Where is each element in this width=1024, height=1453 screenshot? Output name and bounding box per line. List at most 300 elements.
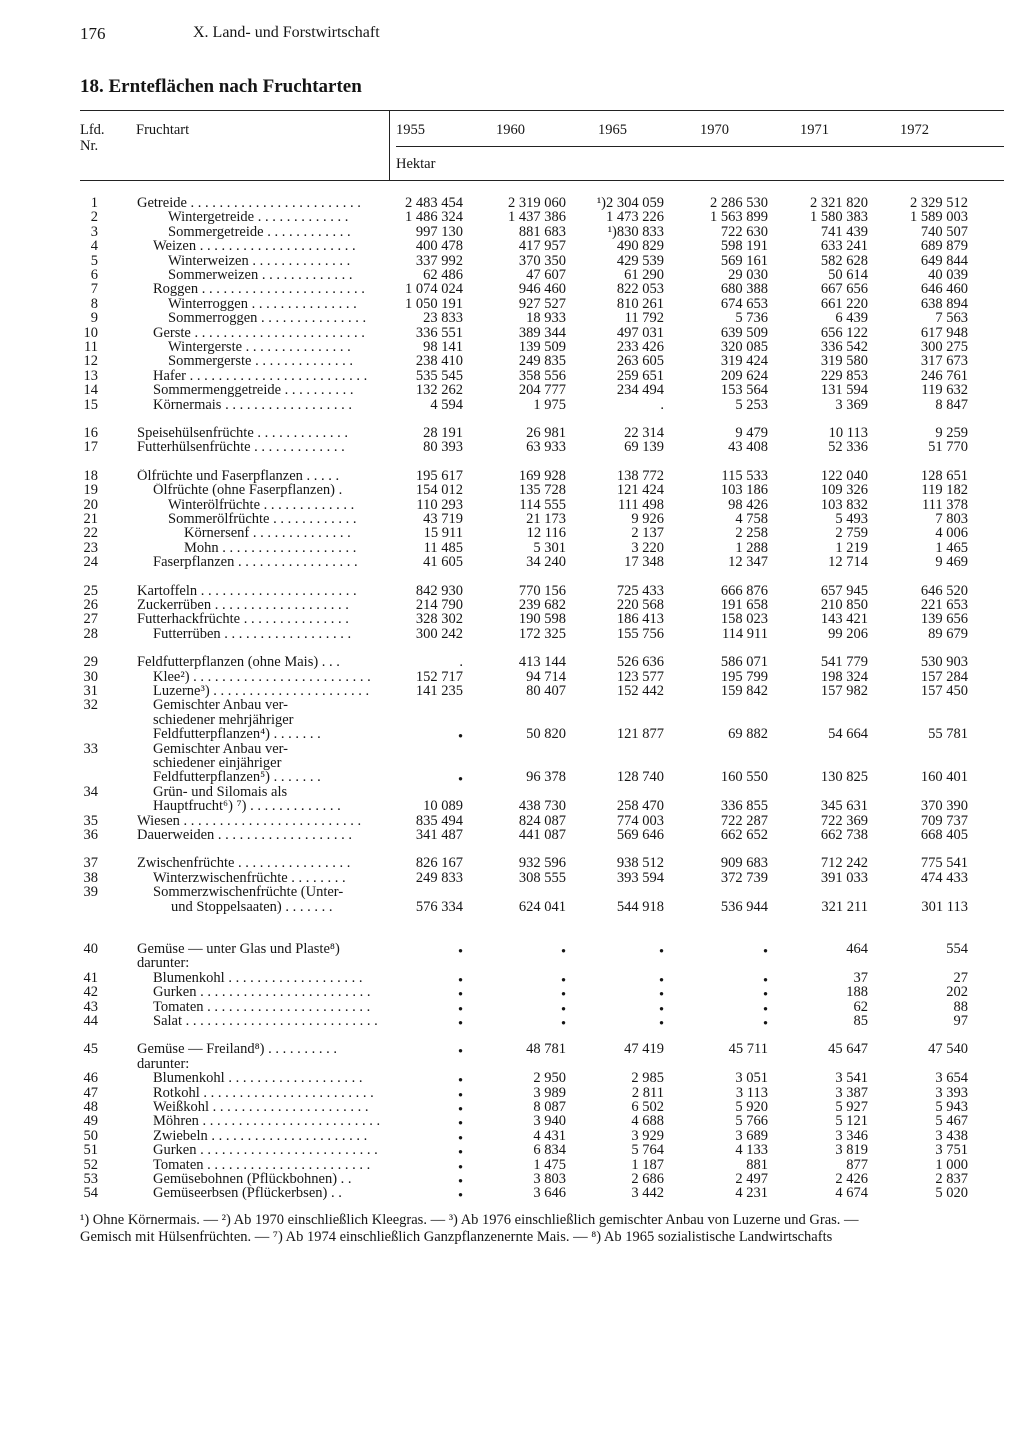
crop-label: Ölfrüchte und Faserpflanzen . . . . .: [137, 468, 340, 484]
value-cell-1955: 141 235: [415, 683, 463, 699]
row-number: 21: [83, 511, 98, 527]
value-cell-1955: 154 012: [415, 482, 463, 499]
value-cell-1972: 5 467: [935, 1113, 968, 1130]
value-cell-1965: 220 568: [616, 597, 664, 613]
table-row: [0, 1057, 1024, 1072]
value-cell-1960: 624 041: [518, 898, 566, 915]
value-cell-1972: 8 847: [935, 396, 968, 413]
value-cell-1972: 554: [946, 941, 968, 957]
crop-label: Grün- und Silomais als: [153, 784, 288, 800]
value-cell-1960: 47 607: [526, 267, 566, 283]
nr-column-header: Lfd.: [80, 122, 105, 138]
crop-label: Sommerölfrüchte . . . . . . . . . . . .: [168, 512, 357, 527]
value-cell-1965: 3 929: [631, 1127, 664, 1144]
value-cell-1970: 569 161: [720, 252, 768, 269]
row-number: 19: [83, 482, 98, 499]
value-cell-1955: ●: [458, 1190, 463, 1200]
row-number: 35: [83, 812, 98, 829]
crop-label: Zwischenfrüchte . . . . . . . . . . . . . . . .: [137, 856, 351, 872]
table-row: [0, 526, 1024, 541]
value-cell-1955: 1 486 324: [405, 209, 463, 226]
value-cell-1955: 28 191: [423, 425, 463, 441]
value-cell-1970: 191 658: [720, 597, 768, 613]
value-cell-1960: 96 378: [526, 769, 566, 786]
value-cell-1971: 45 647: [828, 1041, 868, 1058]
table-row: [0, 1158, 1024, 1173]
row-number: 44: [83, 1013, 98, 1029]
value-cell-1971: 741 439: [820, 223, 868, 240]
value-cell-1972: 646 460: [920, 281, 968, 298]
value-cell-1960: 249 835: [518, 353, 566, 370]
value-cell-1955: 4 594: [430, 396, 463, 413]
value-cell-1970: 4 231: [735, 1185, 768, 1202]
value-cell-1960: 239 682: [518, 597, 566, 613]
crop-label: Gemüseerbsen (Pflückerbsen) . .: [153, 1186, 342, 1202]
value-cell-1955: 328 302: [415, 611, 463, 628]
value-cell-1955: 62 486: [423, 267, 463, 283]
value-cell-1955: 1 050 191: [405, 295, 463, 312]
value-cell-1972: 202: [946, 984, 968, 1001]
value-cell-1965: 123 577: [616, 668, 664, 685]
value-cell-1960: 139 509: [518, 339, 566, 355]
value-cell-1960: 2 319 060: [508, 195, 566, 211]
value-cell-1960: 308 555: [518, 869, 566, 886]
value-cell-1955: 2 483 454: [405, 195, 463, 211]
fruchtart-column-header: Fruchtart: [136, 122, 190, 138]
value-cell-1972: 740 507: [920, 223, 968, 240]
crop-label: Winterweizen . . . . . . . . . . . . . .: [168, 253, 351, 269]
value-cell-1965: ●: [659, 946, 664, 955]
value-cell-1971: 1 580 383: [810, 209, 868, 226]
value-cell-1965: 774 003: [616, 812, 664, 829]
value-cell-1965: 258 470: [616, 798, 664, 815]
value-cell-1971: 633 241: [820, 238, 868, 255]
value-cell-1965: 6 502: [631, 1099, 664, 1115]
value-cell-1970: 5 736: [735, 310, 768, 327]
value-cell-1955: ●: [458, 1147, 463, 1157]
crop-label: Sommergetreide . . . . . . . . . . . .: [168, 224, 351, 240]
value-cell-1971: 2 759: [835, 525, 868, 542]
row-number: 28: [83, 625, 98, 642]
footnote-line: Gemisch mit Hülsenfrüchten. — ⁷) Ab 1974 einschließlich Ganzpflanzenernte Mais. — ⁸) Ab 1965 sozialistische Landwirtschafts: [80, 1229, 833, 1245]
row-number: 53: [83, 1171, 98, 1187]
value-cell-1972: 668 405: [920, 827, 968, 843]
table-row: [0, 483, 1024, 498]
value-cell-1971: 52 336: [828, 439, 868, 456]
table-row: [0, 1071, 1024, 1086]
value-cell-1955: ●: [458, 1089, 463, 1099]
value-cell-1970: 666 876: [720, 582, 768, 599]
row-number: 12: [83, 353, 98, 370]
value-cell-1965: ●: [659, 1003, 664, 1013]
value-cell-1955: 110 293: [416, 496, 463, 513]
table-row: [0, 1086, 1024, 1101]
value-cell-1970: 115 533: [721, 467, 768, 484]
crop-label: Feldfutterpflanzen⁴) . . . . . . .: [153, 727, 321, 743]
value-cell-1970: 598 191: [720, 238, 768, 255]
value-cell-1955: ●: [458, 731, 463, 741]
value-cell-1972: 689 879: [920, 238, 968, 255]
row-number: 46: [83, 1070, 98, 1087]
crop-label: Tomaten . . . . . . . . . . . . . . . . . . . . . . .: [153, 1157, 371, 1173]
table-row: [0, 1129, 1024, 1144]
value-cell-1965: 263 605: [616, 353, 664, 370]
row-number: 7: [90, 281, 98, 298]
row-number: 13: [83, 367, 98, 384]
row-number: 40: [83, 941, 98, 957]
value-cell-1972: 530 903: [920, 654, 968, 671]
value-cell-1960: 370 350: [518, 252, 566, 269]
crop-label: Futterrüben . . . . . . . . . . . . . . . . . .: [153, 626, 352, 642]
value-cell-1972: 157 450: [920, 683, 968, 699]
value-cell-1971: 5 927: [835, 1099, 868, 1115]
value-cell-1972: 3 393: [935, 1084, 968, 1101]
value-cell-1965: 725 433: [616, 582, 664, 599]
value-cell-1972: 246 761: [920, 367, 968, 384]
value-cell-1955: ●: [458, 1046, 463, 1056]
value-cell-1970: ●: [763, 946, 768, 955]
value-cell-1971: 3 819: [835, 1142, 868, 1159]
value-cell-1970: 909 683: [720, 855, 768, 872]
table-row: [0, 440, 1024, 455]
value-cell-1955: ●: [458, 1003, 463, 1013]
value-cell-1960: 172 325: [518, 625, 566, 642]
value-cell-1971: 464: [846, 941, 868, 957]
value-cell-1960: 3 803: [533, 1171, 566, 1187]
value-cell-1971: 109 326: [820, 482, 868, 499]
value-cell-1960: 21 173: [526, 511, 566, 527]
year-header-1970: 1970: [700, 122, 729, 138]
value-cell-1960: 80 407: [526, 683, 566, 699]
value-cell-1971: 661 220: [820, 295, 868, 312]
value-cell-1965: ¹)2 304 059: [596, 195, 664, 211]
value-cell-1960: 3 646: [533, 1185, 566, 1202]
row-number: 18: [83, 467, 98, 484]
value-cell-1972: 139 656: [920, 611, 968, 628]
value-cell-1971: 2 426: [835, 1171, 868, 1187]
value-cell-1955: ●: [458, 1132, 463, 1142]
value-cell-1955: 10 089: [423, 798, 463, 815]
value-cell-1965: 234 494: [616, 382, 664, 399]
crop-label: schiedener mehrjähriger: [153, 712, 294, 728]
crop-label: Rotkohl . . . . . . . . . . . . . . . . . . . . . . . .: [153, 1085, 374, 1101]
value-cell-1965: 17 348: [624, 554, 664, 571]
value-cell-1972: 55 781: [928, 726, 968, 743]
crop-label: darunter:: [137, 1056, 190, 1072]
value-cell-1970: 12 347: [728, 554, 768, 571]
year-header-1972: 1972: [900, 122, 929, 138]
value-cell-1970: 103 186: [720, 482, 768, 499]
value-cell-1965: 152 442: [616, 683, 664, 699]
value-cell-1960: 190 598: [518, 611, 566, 628]
value-cell-1970: 3 689: [735, 1127, 768, 1144]
value-cell-1960: 417 957: [518, 238, 566, 255]
value-cell-1955: 152 717: [415, 668, 463, 685]
value-cell-1971: 10 113: [828, 425, 868, 441]
value-cell-1971: 5 121: [835, 1113, 868, 1130]
value-cell-1971: 54 664: [828, 726, 868, 743]
crop-label: Mohn . . . . . . . . . . . . . . . . . . .: [184, 540, 357, 556]
value-cell-1970: 29 030: [728, 267, 768, 283]
value-cell-1970: 639 509: [720, 324, 768, 341]
value-cell-1972: 5 020: [935, 1185, 968, 1202]
value-cell-1955: 41 605: [423, 554, 463, 571]
crop-label: Körnermais . . . . . . . . . . . . . . . . . .: [153, 397, 352, 413]
value-cell-1971: 62: [853, 998, 868, 1015]
value-cell-1955: 300 242: [415, 625, 463, 642]
table-row: [0, 871, 1024, 886]
table-row: [0, 627, 1024, 642]
value-cell-1971: 103 832: [820, 496, 868, 513]
crop-label: Winterölfrüchte . . . . . . . . . . . . .: [168, 497, 355, 513]
value-cell-1970: 114 911: [721, 625, 768, 642]
value-cell-1955: 98 141: [423, 339, 463, 355]
table-row: [0, 354, 1024, 369]
crop-label: Roggen . . . . . . . . . . . . . . . . . . . . . . .: [153, 282, 365, 298]
crop-label: Dauerweiden . . . . . . . . . . . . . . . . . . .: [137, 828, 353, 843]
row-number: 17: [83, 439, 98, 456]
value-cell-1970: 320 085: [720, 339, 768, 355]
table-row: [0, 1114, 1024, 1129]
row-number: 49: [83, 1113, 98, 1130]
value-cell-1960: ●: [561, 989, 566, 999]
value-cell-1955: 11 485: [423, 539, 463, 556]
crop-label: Gemüse — unter Glas und Plaste⁸): [137, 942, 340, 957]
table-row: [0, 311, 1024, 326]
value-cell-1972: 9 259: [935, 425, 968, 441]
value-cell-1965: ●: [659, 974, 664, 984]
value-cell-1955: ●: [458, 1018, 463, 1027]
row-number: 52: [83, 1156, 98, 1173]
value-cell-1972: 89 679: [928, 625, 968, 642]
value-cell-1955: 195 617: [415, 467, 463, 484]
value-cell-1972: 301 113: [921, 898, 968, 915]
crop-label: Futterhackfrüchte . . . . . . . . . . . . . . .: [137, 612, 349, 628]
crop-label: Faserpflanzen . . . . . . . . . . . . . . . . .: [153, 555, 358, 571]
value-cell-1972: 160 401: [920, 769, 968, 786]
value-cell-1970: 4 133: [735, 1142, 768, 1159]
value-cell-1960: 204 777: [518, 382, 566, 399]
value-cell-1972: 370 390: [920, 798, 968, 815]
row-number: 25: [83, 582, 98, 599]
crop-label: Gemischter Anbau ver-: [153, 698, 288, 714]
value-cell-1965: 2 137: [631, 525, 664, 542]
value-cell-1970: 881: [746, 1156, 768, 1173]
value-cell-1960: 6 834: [533, 1142, 566, 1159]
table-row: [0, 713, 1024, 728]
value-cell-1971: 5 493: [835, 511, 868, 527]
value-cell-1955: 1 074 024: [405, 281, 463, 298]
value-cell-1965: 69 139: [624, 439, 664, 456]
value-cell-1955: 249 833: [415, 869, 463, 886]
row-number: 16: [83, 425, 98, 441]
table-row: [0, 1000, 1024, 1015]
table-row: [0, 971, 1024, 986]
value-cell-1971: 4 674: [835, 1185, 868, 1202]
value-cell-1965: 544 918: [616, 898, 664, 915]
value-cell-1971: 3 346: [835, 1127, 868, 1144]
value-cell-1971: 2 321 820: [810, 195, 868, 211]
table-row: [0, 598, 1024, 613]
row-number: 30: [83, 668, 98, 685]
value-cell-1972: 51 770: [928, 439, 968, 456]
value-cell-1972: 317 673: [920, 353, 968, 370]
table-row: [0, 398, 1024, 413]
table-row: [0, 225, 1024, 240]
value-cell-1955: 535 545: [415, 367, 463, 384]
value-cell-1965: 4 688: [631, 1113, 664, 1130]
crop-label: Blumenkohl . . . . . . . . . . . . . . . . . . .: [153, 970, 363, 986]
value-cell-1970: 3 113: [735, 1084, 768, 1101]
crop-label: Gerste . . . . . . . . . . . . . . . . . . . . . . . .: [153, 325, 365, 341]
value-cell-1972: 9 469: [935, 554, 968, 571]
row-number: 1: [90, 195, 98, 211]
value-cell-1960: 8 087: [533, 1099, 566, 1115]
row-number: 3: [90, 223, 98, 240]
value-cell-1970: 319 424: [720, 353, 768, 370]
value-cell-1960: 63 933: [526, 439, 566, 456]
value-cell-1965: 121 424: [616, 482, 664, 499]
value-cell-1955: 23 833: [423, 310, 463, 327]
row-number: 41: [83, 969, 98, 986]
value-cell-1960: 824 087: [518, 812, 566, 829]
value-cell-1960: ●: [561, 974, 566, 984]
value-cell-1960: 18 933: [526, 310, 566, 327]
row-number: 50: [83, 1127, 98, 1144]
value-cell-1971: 12 714: [828, 554, 868, 571]
row-number: 47: [83, 1084, 98, 1101]
table-row: [0, 770, 1024, 785]
value-cell-1971: 667 656: [820, 281, 868, 298]
page-number: 176: [80, 24, 106, 43]
value-cell-1971: 321 211: [821, 898, 868, 915]
row-number: 8: [90, 295, 98, 312]
row-number: 4: [90, 238, 98, 255]
value-cell-1965: 233 426: [616, 339, 664, 355]
table-row: [0, 670, 1024, 685]
value-cell-1970: ●: [763, 1018, 768, 1027]
table-row: [0, 239, 1024, 254]
value-cell-1965: 61 290: [624, 267, 664, 283]
value-cell-1955: 336 551: [415, 324, 463, 341]
value-cell-1971: 656 122: [820, 324, 868, 341]
table-row: [0, 814, 1024, 829]
value-cell-1971: 50 614: [828, 267, 868, 283]
value-cell-1965: 497 031: [616, 324, 664, 341]
crop-label: Hauptfrucht⁶) ⁷) . . . . . . . . . . . . .: [153, 799, 341, 815]
value-cell-1972: 27: [953, 969, 968, 986]
value-cell-1970: 1 288: [735, 539, 768, 556]
table-row: [0, 326, 1024, 341]
table-row: [0, 799, 1024, 814]
value-cell-1955: 214 790: [415, 597, 463, 613]
value-cell-1970: 2 497: [735, 1171, 768, 1187]
value-cell-1970: 674 653: [720, 295, 768, 312]
value-cell-1965: ●: [659, 989, 664, 999]
table-row: [0, 956, 1024, 971]
value-cell-1955: 337 992: [415, 252, 463, 269]
value-cell-1972: 5 943: [935, 1099, 968, 1115]
crop-label: Weizen . . . . . . . . . . . . . . . . . . . . . .: [153, 239, 356, 255]
crop-label: und Stoppelsaaten) . . . . . . .: [171, 899, 333, 915]
value-cell-1960: 927 527: [518, 295, 566, 312]
row-number: 31: [83, 683, 98, 699]
running-head: X. Land- und Forstwirtschaft: [193, 24, 380, 41]
value-cell-1972: 7 803: [935, 511, 968, 527]
year-header-1965: 1965: [598, 122, 627, 138]
value-cell-1965: 1 473 226: [606, 209, 664, 226]
value-cell-1972: 2 837: [935, 1171, 968, 1187]
row-number: 33: [83, 740, 98, 757]
value-cell-1971: 157 982: [820, 683, 868, 699]
value-cell-1970: 209 624: [720, 367, 768, 384]
value-cell-1972: 4 006: [935, 525, 968, 542]
crop-label: Gemüse — Freiland⁸) . . . . . . . . . .: [137, 1042, 337, 1058]
table-row: [0, 469, 1024, 484]
value-cell-1960: 881 683: [518, 223, 566, 240]
crop-label: Gemischter Anbau ver-: [153, 741, 288, 757]
value-cell-1970: 336 855: [720, 798, 768, 815]
table-row: [0, 1143, 1024, 1158]
value-cell-1965: 2 811: [631, 1084, 664, 1101]
value-cell-1970: 2 286 530: [710, 195, 768, 211]
value-cell-1970: 5 920: [735, 1099, 768, 1115]
row-number: 2: [90, 209, 98, 226]
value-cell-1955: ●: [458, 1075, 463, 1085]
value-cell-1971: 662 738: [820, 827, 868, 843]
value-cell-1972: 709 737: [920, 812, 968, 829]
value-cell-1965: 138 772: [616, 467, 664, 484]
crop-label: Sommermenggetreide . . . . . . . . . .: [153, 383, 354, 399]
value-cell-1955: ●: [458, 989, 463, 999]
value-cell-1970: 43 408: [728, 439, 768, 456]
value-cell-1960: 12 116: [526, 525, 566, 542]
year-header-1960: 1960: [496, 122, 525, 138]
row-number: 15: [83, 396, 98, 413]
value-cell-1960: 5 301: [533, 539, 566, 556]
value-cell-1972: 157 284: [920, 668, 968, 685]
value-cell-1965: 128 740: [616, 769, 664, 786]
value-cell-1972: 638 894: [920, 295, 968, 312]
value-cell-1955: 576 334: [415, 898, 463, 915]
value-cell-1955: 835 494: [415, 812, 463, 829]
row-number: 34: [83, 783, 98, 800]
table-row: [0, 684, 1024, 699]
row-number: 42: [83, 984, 98, 1001]
value-cell-1972: 88: [953, 998, 968, 1015]
crop-label: Möhren . . . . . . . . . . . . . . . . . . . . . . . . .: [153, 1114, 381, 1130]
nr-column-header-abbrev: Nr.: [80, 138, 99, 154]
value-cell-1960: 3 940: [533, 1113, 566, 1130]
value-cell-1965: 111 498: [617, 496, 664, 513]
value-cell-1955: 341 487: [415, 827, 463, 843]
year-header-1971: 1971: [800, 122, 829, 138]
crop-label: Luzerne³) . . . . . . . . . . . . . . . . . . . . . .: [153, 684, 370, 699]
table-row: [0, 512, 1024, 527]
value-cell-1971: 198 324: [820, 668, 868, 685]
table-row: [0, 900, 1024, 915]
row-number: 29: [83, 654, 98, 671]
table-row: [0, 268, 1024, 283]
value-cell-1972: 775 541: [920, 855, 968, 872]
value-cell-1955: ●: [458, 946, 463, 955]
footnote-line: ¹) Ohne Körnermais. — ²) Ab 1970 einschließlich Kleegras. — ³) Ab 1976 einschließlich gemischter Anbau von Luzerne und Gras. —: [80, 1212, 859, 1228]
value-cell-1965: 429 539: [616, 252, 664, 269]
row-number: 27: [83, 611, 98, 628]
value-cell-1965: 569 646: [616, 827, 664, 843]
table-row: [0, 1172, 1024, 1187]
crop-label: Speisehülsenfrüchte . . . . . . . . . . . . .: [137, 426, 349, 441]
